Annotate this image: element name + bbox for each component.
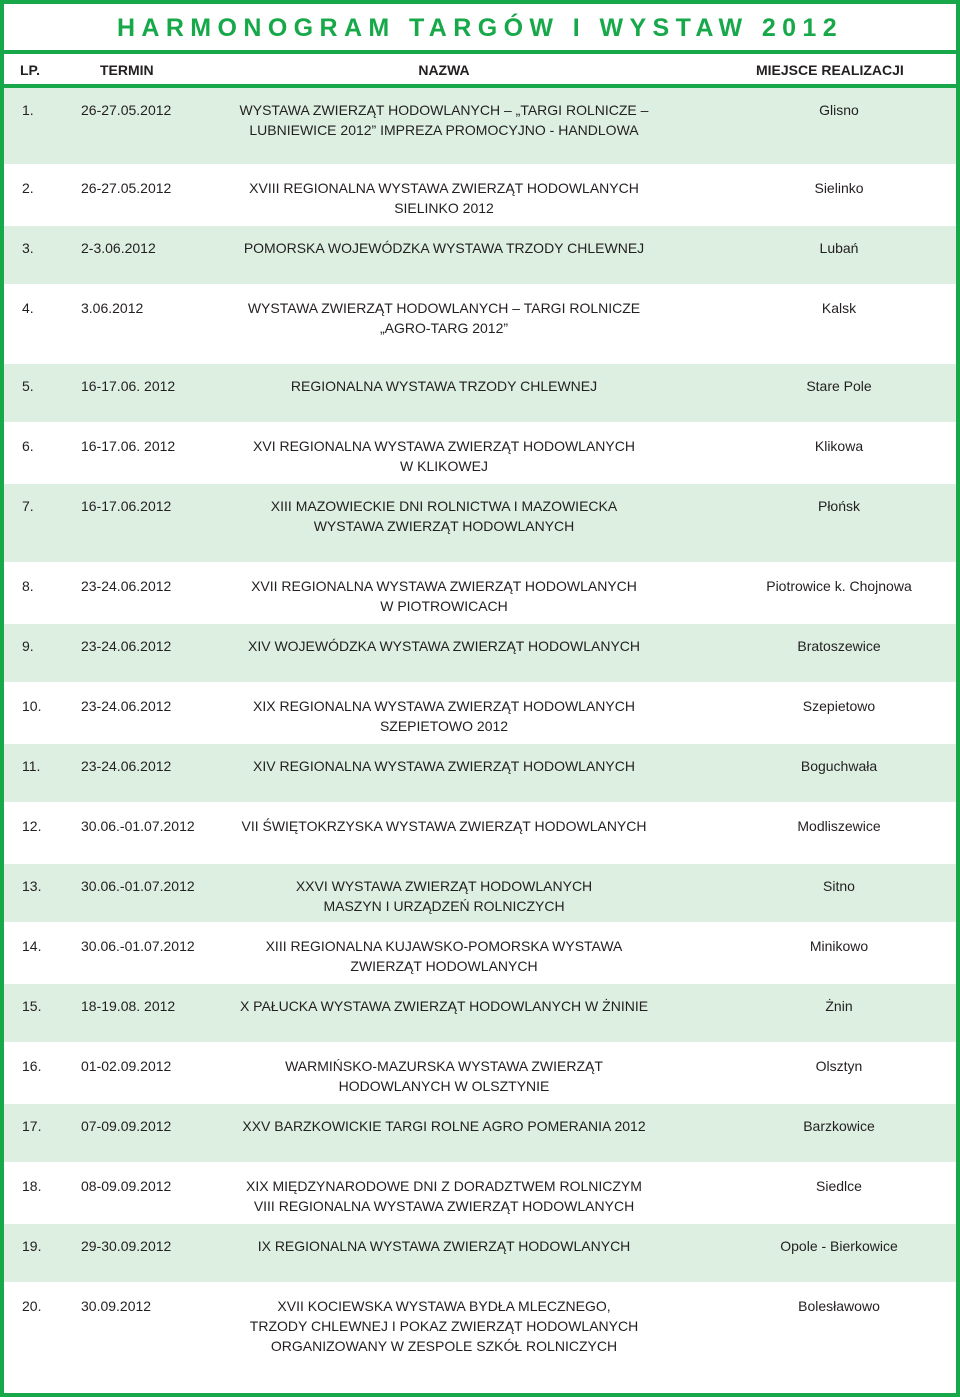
row-lp: 12. xyxy=(22,818,42,834)
row-lp: 17. xyxy=(22,1118,42,1134)
row-termin: 30.06.-01.07.2012 xyxy=(81,878,195,894)
row-nazwa-line: ORGANIZOWANY W ZESPOLE SZKÓŁ ROLNICZYCH xyxy=(270,1338,618,1354)
row-lp: 8. xyxy=(22,578,34,594)
row-miejsce: Płońsk xyxy=(817,498,861,514)
row-nazwa-line: XIII MAZOWIECKIE DNI ROLNICTWA I MAZOWIECKA xyxy=(270,498,618,514)
row-nazwa-line: WYSTAWA ZWIERZĄT HODOWLANYCH xyxy=(313,518,575,534)
row-nazwa xyxy=(209,1296,679,1356)
table-row xyxy=(4,88,956,166)
page-title: HARMONOGRAM TARGÓW I WYSTAW 2012 xyxy=(116,14,844,42)
row-nazwa xyxy=(209,1176,679,1216)
row-nazwa xyxy=(209,1236,679,1256)
row-nazwa-line: SIELINKO 2012 xyxy=(394,200,494,216)
row-nazwa-line: MASZYN I URZĄDZEŃ ROLNICZYCH xyxy=(323,898,565,914)
row-nazwa-line: W KLIKOWEJ xyxy=(400,458,488,474)
row-nazwa-line: VII ŚWIĘTOKRZYSKA WYSTAWA ZWIERZĄT HODOWLANYCH xyxy=(241,818,647,834)
row-lp: 5. xyxy=(22,378,34,394)
header-termin: TERMIN xyxy=(100,62,154,78)
table-row xyxy=(4,864,956,924)
row-lp: 6. xyxy=(22,438,34,454)
row-nazwa-line: X PAŁUCKA WYSTAWA ZWIERZĄT HODOWLANYCH W ŻNINIE xyxy=(239,998,649,1014)
row-nazwa-line: WARMIŃSKO-MAZURSKA WYSTAWA ZWIERZĄT xyxy=(285,1058,603,1074)
table-row xyxy=(4,286,956,364)
row-miejsce: Modliszewice xyxy=(797,818,881,834)
row-miejsce: Lubań xyxy=(819,240,859,256)
row-lp: 11. xyxy=(22,758,41,774)
table-row xyxy=(4,1284,956,1377)
row-miejsce: Sitno xyxy=(823,878,855,894)
row-termin: 3.06.2012 xyxy=(81,300,144,316)
schedule-table xyxy=(4,88,956,1393)
row-miejsce: Bratoszewice xyxy=(797,638,881,654)
row-nazwa xyxy=(209,996,679,1016)
table-row xyxy=(4,924,956,984)
row-lp: 9. xyxy=(22,638,34,654)
row-nazwa-line: „AGRO-TARG 2012” xyxy=(379,320,509,336)
row-nazwa-line: WYSTAWA ZWIERZĄT HODOWLANYCH – TARGI ROLNICZE xyxy=(247,300,641,316)
row-termin: 16-17.06.2012 xyxy=(81,498,172,514)
row-nazwa xyxy=(209,496,679,536)
row-nazwa xyxy=(209,756,679,776)
row-miejsce: Piotrowice k. Chojnowa xyxy=(766,578,912,594)
row-lp: 20. xyxy=(22,1298,42,1314)
row-lp: 16. xyxy=(22,1058,42,1074)
row-nazwa-line: XVI REGIONALNA WYSTAWA ZWIERZĄT HODOWLANYCH xyxy=(253,438,635,454)
row-nazwa xyxy=(209,298,679,338)
row-nazwa xyxy=(209,238,679,258)
row-nazwa-line: XIX MIĘDZYNARODOWE DNI Z DORADZTWEM ROLNICZYM xyxy=(246,1178,642,1194)
row-termin: 23-24.06.2012 xyxy=(81,758,172,774)
row-nazwa-line: HODOWLANYCH W OLSZTYNIE xyxy=(338,1078,550,1094)
row-nazwa xyxy=(209,1056,679,1096)
row-nazwa xyxy=(209,636,679,656)
table-row xyxy=(4,684,956,744)
row-miejsce: Minikowo xyxy=(809,938,869,954)
row-nazwa-line: XXV BARZKOWICKIE TARGI ROLNE AGRO POMERANIA 2012 xyxy=(242,1118,646,1134)
row-nazwa xyxy=(209,376,679,396)
row-miejsce: Opole - Bierkowice xyxy=(780,1238,898,1254)
row-nazwa-line: LUBNIEWICE 2012” IMPREZA PROMOCYJNO - HANDLOWA xyxy=(249,122,639,138)
header-nazwa: NAZWA xyxy=(418,62,470,78)
row-termin: 23-24.06.2012 xyxy=(81,578,172,594)
row-nazwa xyxy=(209,576,679,616)
row-nazwa-line: VIII REGIONALNA WYSTAWA ZWIERZĄT HODOWLANYCH xyxy=(253,1198,635,1214)
row-nazwa-line: XIV REGIONALNA WYSTAWA ZWIERZĄT HODOWLANYCH xyxy=(253,758,635,774)
table-row xyxy=(4,564,956,624)
row-lp: 15. xyxy=(22,998,42,1014)
row-lp: 14. xyxy=(22,938,42,954)
table-row xyxy=(4,484,956,564)
row-termin: 07-09.09.2012 xyxy=(81,1118,172,1134)
row-nazwa-line: REGIONALNA WYSTAWA TRZODY CHLEWNEJ xyxy=(290,378,598,394)
row-miejsce: Szepietowo xyxy=(802,698,876,714)
row-miejsce: Bolesławowo xyxy=(798,1298,880,1314)
row-nazwa-line: WYSTAWA ZWIERZĄT HODOWLANYCH – „TARGI ROLNICZE – xyxy=(239,102,649,118)
table-row xyxy=(4,226,956,286)
row-nazwa-line: TRZODY CHLEWNEJ I POKAZ ZWIERZĄT HODOWLANYCH xyxy=(249,1318,639,1334)
row-termin: 16-17.06. 2012 xyxy=(81,438,176,454)
row-nazwa-line: ZWIERZĄT HODOWLANYCH xyxy=(350,958,538,974)
row-nazwa-line: XIV WOJEWÓDZKA WYSTAWA ZWIERZĄT HODOWLANYCH xyxy=(247,638,640,654)
row-miejsce: Stare Pole xyxy=(806,378,872,394)
row-miejsce: Sielinko xyxy=(814,180,864,196)
row-miejsce: Kalsk xyxy=(821,300,857,316)
row-miejsce: Klikowa xyxy=(814,438,864,454)
row-termin: 26-27.05.2012 xyxy=(81,102,172,118)
table-row xyxy=(4,984,956,1044)
table-row xyxy=(4,424,956,484)
row-nazwa-line: XVII KOCIEWSKA WYSTAWA BYDŁA MLECZNEGO, xyxy=(277,1298,611,1314)
table-row xyxy=(4,624,956,684)
row-nazwa-line: XIII REGIONALNA KUJAWSKO-POMORSKA WYSTAWA xyxy=(265,938,623,954)
row-termin: 16-17.06. 2012 xyxy=(81,378,176,394)
row-miejsce: Olsztyn xyxy=(815,1058,863,1074)
row-lp: 10. xyxy=(22,698,42,714)
row-termin: 23-24.06.2012 xyxy=(81,698,172,714)
row-miejsce: Boguchwała xyxy=(800,758,878,774)
row-nazwa-line: SZEPIETOWO 2012 xyxy=(379,718,509,734)
header-lp: LP. xyxy=(20,62,40,78)
row-lp: 3. xyxy=(22,240,34,256)
row-termin: 30.09.2012 xyxy=(81,1298,152,1314)
row-lp: 4. xyxy=(22,300,34,316)
row-nazwa-line: XXVI WYSTAWA ZWIERZĄT HODOWLANYCH xyxy=(295,878,593,894)
row-nazwa-line: XIX REGIONALNA WYSTAWA ZWIERZĄT HODOWLANYCH xyxy=(253,698,635,714)
row-nazwa-line: XVII REGIONALNA WYSTAWA ZWIERZĄT HODOWLANYCH xyxy=(251,578,637,594)
row-lp: 2. xyxy=(22,180,34,196)
row-miejsce: Barzkowice xyxy=(803,1118,875,1134)
table-header xyxy=(4,54,956,88)
row-lp: 18. xyxy=(22,1178,42,1194)
row-lp: 13. xyxy=(22,878,42,894)
table-row xyxy=(4,166,956,226)
row-nazwa xyxy=(209,936,679,976)
row-termin: 18-19.08. 2012 xyxy=(81,998,176,1014)
row-nazwa xyxy=(209,816,679,836)
header-miejsce: MIEJSCE REALIZACJI xyxy=(756,62,904,78)
row-lp: 19. xyxy=(22,1238,42,1254)
row-termin: 01-02.09.2012 xyxy=(81,1058,172,1074)
table-row xyxy=(4,364,956,424)
row-termin: 08-09.09.2012 xyxy=(81,1178,172,1194)
row-nazwa xyxy=(209,436,679,476)
row-termin: 2-3.06.2012 xyxy=(81,240,156,256)
row-miejsce: Siedlce xyxy=(816,1178,862,1194)
row-nazwa-line: XVIII REGIONALNA WYSTAWA ZWIERZĄT HODOWLANYCH xyxy=(249,180,639,196)
row-nazwa-line: POMORSKA WOJEWÓDZKA WYSTAWA TRZODY CHLEWNEJ xyxy=(243,240,645,256)
row-nazwa xyxy=(209,178,679,218)
row-lp: 1. xyxy=(22,102,34,118)
table-row xyxy=(4,744,956,804)
row-termin: 30.06.-01.07.2012 xyxy=(81,938,195,954)
table-row xyxy=(4,804,956,864)
row-miejsce: Glisno xyxy=(819,102,859,118)
table-row xyxy=(4,1224,956,1284)
row-nazwa-line: W PIOTROWICACH xyxy=(380,598,508,614)
row-nazwa xyxy=(209,100,679,140)
row-termin: 29-30.09.2012 xyxy=(81,1238,172,1254)
row-miejsce: Żnin xyxy=(825,998,853,1014)
row-nazwa xyxy=(209,1116,679,1136)
table-row xyxy=(4,1164,956,1224)
row-termin: 23-24.06.2012 xyxy=(81,638,172,654)
row-nazwa-line: IX REGIONALNA WYSTAWA ZWIERZĄT HODOWLANYCH xyxy=(257,1238,631,1254)
table-row xyxy=(4,1044,956,1104)
table-row xyxy=(4,1104,956,1164)
row-termin: 26-27.05.2012 xyxy=(81,180,172,196)
row-nazwa xyxy=(209,696,679,736)
row-nazwa xyxy=(209,876,679,916)
row-lp: 7. xyxy=(22,498,34,514)
row-termin: 30.06.-01.07.2012 xyxy=(81,818,195,834)
